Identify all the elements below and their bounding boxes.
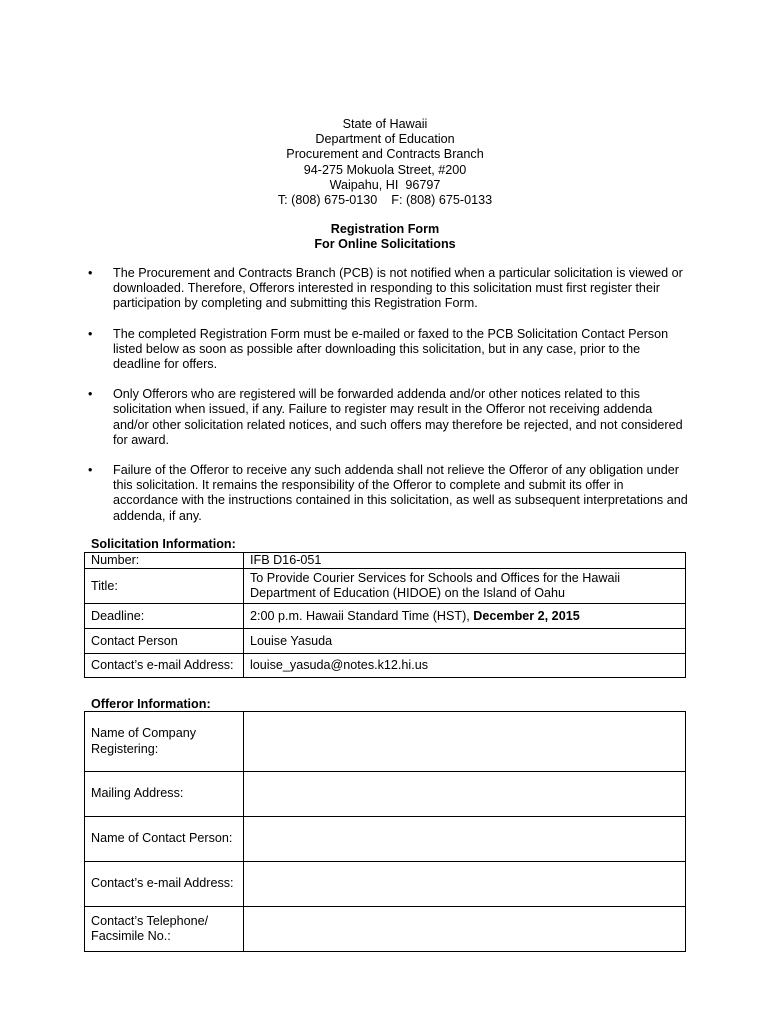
bullet-icon: • [88,266,93,280]
company-name-label-line2: Registering: [91,741,159,756]
table-row [85,654,686,678]
agency-address-block [0,117,770,208]
instruction-text: The Procurement and Contracts Branch (PCB) is not notified when a particular solicitation is viewed or downloaded. Therefore, Offerors interested in responding to this solicitation must first register their participation by completing and submitting this Registration Form. [113,266,683,311]
form-title-line1: Registration Form [330,222,440,236]
table-row [85,817,686,862]
company-name-label-line1: Name of Company [91,726,196,741]
street-address: 94-275 Mokuola Street, #200 [303,162,467,177]
form-title-line2: For Online Solicitations [314,237,456,252]
phone-fax-label [85,907,244,952]
state-name: State of Hawaii [342,117,428,131]
solicitation-heading: Solicitation Information: [91,537,236,551]
solicitation-table [84,552,686,678]
instruction-item [88,463,688,524]
table-row [85,629,686,654]
table-row [85,712,686,772]
deadline-value [244,604,686,629]
mailing-address-label: Mailing Address: [85,772,244,817]
company-name-field[interactable] [244,712,686,772]
title-label: Title: [85,569,244,604]
form-title [0,222,770,252]
table-row [85,553,686,569]
instruction-text: The completed Registration Form must be e-mailed or faxed to the PCB Solicitation Contact Person listed below as soon as possible after downloading this solicitation, but in any case, prior to the deadline for offers. [113,326,669,372]
contact-email-value[interactable]: louise_yasuda@notes.k12.hi.us [244,654,686,678]
bullet-icon: • [88,387,93,402]
title-value-line2: Department of Education (HIDOE) on the Island of Oahu [250,586,566,601]
title-value-line1: To Provide Courier Services for Schools and Offices for the Hawaii [250,571,621,585]
offeror-heading: Offeror Information: [91,697,211,711]
branch-name: Procurement and Contracts Branch [286,147,484,162]
bullet-icon: • [88,326,93,341]
title-value [244,569,686,604]
offeror-email-field[interactable] [244,862,686,907]
deadline-date: December 2, 2015 [473,608,580,623]
deadline-label: Deadline: [85,604,244,629]
table-row [85,772,686,817]
contact-name-field[interactable] [244,817,686,862]
contact-name-label: Name of Contact Person: [85,817,244,862]
instruction-text: Failure of the Offeror to receive any such addenda shall not relieve the Offeror of any obligation under this solicitation. It remains the responsibility of the Offeror to complete and submit its offer in accordance with the instructions contained in this solicitation, as well as subsequent interpretations and addenda, if any. [113,463,688,523]
phone-fax-label-line2: Facsimile No.: [91,929,171,943]
instructions-list [88,266,688,539]
bullet-icon: • [88,463,93,478]
city-state-zip: Waipahu, HI 96797 [329,177,441,192]
offeror-email-label: Contact’s e-mail Address: [85,862,244,907]
instruction-item [88,266,688,312]
phone-fax-label-line1: Contact’s Telephone/ [91,913,209,928]
phone-fax-field[interactable] [244,907,686,952]
phone-fax: T: (808) 675-0130 F: (808) 675-0133 [277,193,493,208]
contact-email-label: Contact’s e-mail Address: [85,654,244,678]
table-row [85,569,686,604]
table-row [85,907,686,952]
instruction-item [88,387,688,448]
mailing-address-field[interactable] [244,772,686,817]
table-row [85,862,686,907]
table-row [85,604,686,629]
contact-person-label: Contact Person [85,629,244,654]
number-label: Number: [85,553,244,569]
company-name-label [85,712,244,772]
offeror-table [84,711,686,952]
contact-person-value: Louise Yasuda [244,629,686,654]
instruction-text: Only Offerors who are registered will be forwarded addenda and/or other notices related to this solicitation when issued, if any. Failure to register may result in the Offeror not receiving addenda and/or other solicitation related notices, and such offers may therefore be rejected, and not considered for award. [113,387,683,447]
deadline-time: 2:00 p.m. Hawaii Standard Time (HST), [250,608,474,623]
department-name: Department of Education [315,132,455,147]
number-value: IFB D16-051 [244,553,686,569]
instruction-item [88,327,688,373]
